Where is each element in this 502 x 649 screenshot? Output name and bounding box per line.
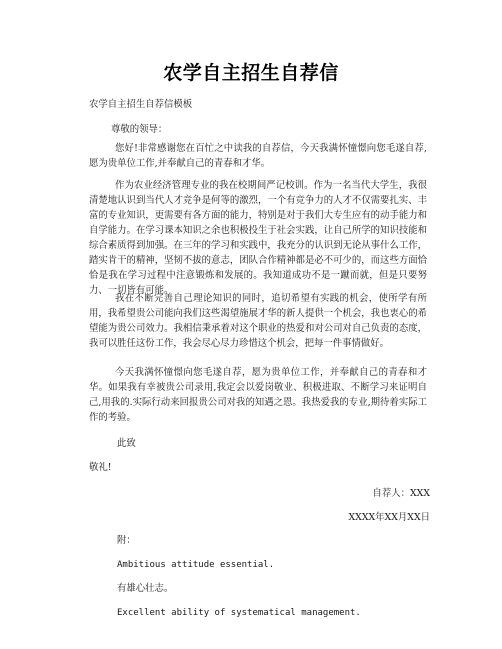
appendix-line-2: 有雄心壮志。 [117, 583, 174, 594]
paragraph-aspiration: 我在不断完善自己理论知识的同时，追切希望有实践的机会，使所学有所用，我希望贵公司能向我们这些渴望施展才华的新人提供一个机会，我也衷心的希望能为贵公司效力。我相信秉承着对这个职业的热爱和对公司对自己负责的态度，我可以胜任这份工作，我会尽心尽力珍惜这个机会，把每一件事情做好。 [89, 293, 427, 349]
document-subtitle: 农学自主招生自荐信模板 [89, 99, 193, 110]
paragraph-greeting: 您好!非常感谢您在百忙之中读我的自荐信，今天我满怀憧憬向您毛遂自荐,愿为贵单位工作,并奉献自己的青春和才华。 [89, 143, 427, 169]
closing-salute: 此致 [117, 438, 136, 449]
document-title: 农学自主招生自荐信 [163, 62, 339, 84]
appendix-line-3: Excellent ability of systematical management. [117, 608, 361, 618]
appendix-label: 附： [117, 535, 136, 546]
closing-regards: 敬礼! [89, 462, 112, 473]
signing-date: XXXX年XX月XX日 [348, 512, 430, 523]
appendix-line-1: Ambitious attitude essential. [117, 560, 275, 570]
paragraph-background: 作为农业经济管理专业的我在校期间严记校训。作为一名当代大学生，我很清楚地认识到当代人才竞争是何等的激烈，一个有竞争力的人才不仅需要扎实、丰富的专业知识，更需要有各方面的能力，特别是对于我们大专生应有的动手能力和自学能力。在学习课本知识之余也积极投生于社会实践，让自己所学的知识技能和综合素质得到加强。在三年的学习和实践中，我充分的认识到无论从事什么工作，踏实肯干的精神，坚韧不拔的意志，团队合作精神都是必不可少的，而这些方面恰恰是我在学习过程中注意锻炼和发展的。我知道成功不是一蹴而就，但是只要努力、一切皆有可能。 [89, 180, 427, 296]
paragraph-conclusion: 今天我满怀憧憬向您毛遂自荐，愿为贵单位工作，并奉献自己的青春和才华。如果我有幸被贵公司录用,我定会以爱岗敬业、积极进取、不断学习来证明自己,用我的.实际行动来回报贵公司对我的知遇之恩。我热爱我的专业,期待着实际工作的考验。 [89, 367, 427, 423]
salutation: 尊敬的领导： [111, 124, 168, 135]
signer-name: 自荐人：XXX [372, 488, 430, 499]
